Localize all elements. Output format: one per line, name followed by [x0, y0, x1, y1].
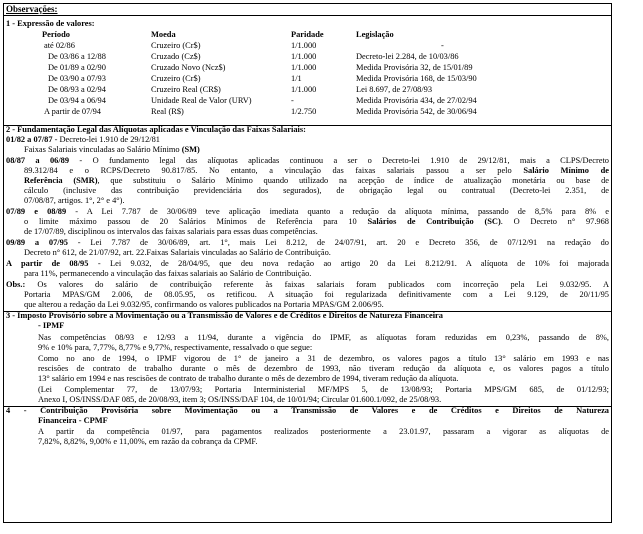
paragraph-01-82: 01/82 a 07/87 - Decreto-lei 1.910 de 29/12/81: [6, 135, 160, 144]
table-cell-legislacao: Medida Provisória 434, de 27/02/94: [356, 96, 477, 105]
paragraph-09-89-line2: Decreto n° 612, de 21/07/92, art. 22.Faixas Salariais vinculadas ao Salário de Contribuição.: [24, 248, 331, 257]
paragraph-01-82-line2: Faixas Salariais vinculadas ao Salário Mínimo (SM): [24, 145, 200, 154]
table-cell-legislacao: Lei 8.697, de 27/08/93: [356, 85, 433, 94]
obs-note: Obs.: Os valores do salário de contribuição referente às faixas salariais foram publicados com incorreção pela Lei 9.032/95. A: [6, 280, 609, 289]
table-cell-moeda: Cruzado Novo (Ncz$): [151, 63, 226, 72]
section3-line3: Como no ano de 1994, o IPMF vigorou de 1° de janeiro a 31 de dezembro, os valores pagos a título 13° salário em 1993 e nas: [38, 354, 609, 363]
table-cell-periodo: De 03/86 a 12/88: [48, 52, 106, 61]
table-cell-moeda: Cruzeiro (Cr$): [151, 41, 201, 50]
table-cell-paridade: 1/1.000: [291, 52, 317, 61]
observations-panel: [3, 3, 612, 523]
table-cell-periodo: De 03/90 a 07/93: [48, 74, 106, 83]
table-cell-paridade: 1/1: [291, 74, 302, 83]
paragraph-07-89: 07/89 e 08/89 - A Lei 7.787 de 30/06/89 teve aplicação imediata quanto a redução da alíquota mínima, passando de 8,5% para 8% e: [6, 207, 609, 216]
paragraph-08-87-line4: cálculo (inclusive das contribuição previdenciária dos segurados), de obrigação legal ou contratual (Decreto-lei 2.351, de: [24, 186, 609, 195]
table-cell-moeda: Cruzado (Cz$): [151, 52, 201, 61]
paragraph-08-95: A partir de 08/95 - Lei 9.032, de 28/04/95, que deu nova redação ao artigo 20 da Lei 8.212/91. A alíquota de 10% foi majorada: [6, 259, 609, 268]
section3-line4: rescisões de contrato de trabalho durante o mês de dezembro de 1993, não tiveram redução da alíquota e, os valores pagos a título: [38, 364, 609, 373]
table-cell-legislacao: Decreto-lei 2.284, de 10/03/86: [356, 52, 459, 61]
col-paridade: Paridade: [291, 30, 324, 39]
section4-line1: A partir da competência 01/97, para pagamentos realizados posteriormente a 23.01.97, passaram a vigorar as alíquotas de: [38, 427, 609, 436]
table-cell-moeda: Cruzeiro (Cr$): [151, 74, 201, 83]
section4-title-line2: Financeira - CPMF: [38, 416, 108, 425]
table-cell-legislacao: Medida Provisória 32, de 15/01/89: [356, 63, 473, 72]
table-cell-moeda: Cruzeiro Real (CR$): [151, 85, 221, 94]
table-cell-legislacao: Medida Provisória 168, de 15/03/90: [356, 74, 477, 83]
observations-header: Observações:: [4, 4, 611, 16]
table-cell-moeda: Unidade Real de Valor (URV): [151, 96, 252, 105]
table-cell-periodo: até 02/86: [44, 41, 75, 50]
col-periodo: Período: [42, 30, 70, 39]
section3-line2: 9% e 10% para, 7,77%, 8,77% e 9,77%, respectivamente, ressalvado o que segue:: [38, 343, 313, 352]
table-cell-paridade: 1/1.000: [291, 85, 317, 94]
section3-line7: Anexo I, OS/INSS/DAF 085, de 20/08/93, item 3; OS/INSS/DAF 104, de 10/01/94; Circular 01.600.1/092, de 25/08/93.: [38, 395, 442, 404]
paragraph-07-89-line2: o limite máximo passou de 20 Salários Mínimos de Referência para 10 Salários de Contribuição (SC). O Decreto n° 97.968: [24, 217, 609, 226]
section3-line1: Nas competências 08/93 e 12/93 a 11/94, durante a vigência do IPMF, as alíquotas foram reduzidas em 0,23%, passando de 8%,: [38, 333, 609, 342]
obs-note-line2: Portaria MPAS/GM 2.006, de 08.05.95, os retificou. A situação foi regularizada definitivamente com a Lei 9.129, de 20/11/95: [24, 290, 609, 299]
section3-title-line2: - IPMF: [38, 321, 65, 330]
table-cell-periodo: A partir de 07/94: [44, 107, 101, 116]
table-cell-paridade: 1/1.000: [291, 41, 317, 50]
paragraph-08-87: 08/87 a 06/89 - O fundamento legal das alíquotas aplicadas continuou a ser o Decreto-lei 1.910 de 29/12/81, mais a CLPS/Decreto: [6, 156, 609, 165]
col-moeda: Moeda: [151, 30, 176, 39]
table-cell-legislacao: -: [441, 41, 444, 50]
table-cell-moeda: Real (R$): [151, 107, 184, 116]
section2-title: 2 - Fundamentação Legal das Alíquotas aplicadas e Vinculação das Faixas Salariais:: [6, 125, 306, 134]
paragraph-07-89-line3: de 17/07/89, disciplinou os intervalos das faixas salariais para essas duas competências.: [24, 227, 318, 236]
paragraph-08-87-line3: Referência (SMR), que substituiu o Salário Mínimo quando utilizado na acepção de índice de atualização monetária ou base de: [24, 176, 609, 185]
paragraph-08-87-line2: 89.312/84 e o RCPS/Decreto 90.817/85. No entanto, a vinculação das faixas salariais passou a ser pelo Salário Mínimo de: [24, 166, 609, 175]
section3-title: 3 - Imposto Provisório sobre a Movimentação ou a Transmissão de Valores e de Créditos e Direitos de Natureza Financeira: [6, 311, 443, 320]
section3-line6: (Lei Complementar 77, de 13/07/93; Portaria Interministerial MF/MPS 5, de 13/08/93; Portaria MPS/GM 685, de 01/12/93;: [38, 385, 609, 394]
section3-line5: 13° salário em 1994 e nas rescisões de contrato de trabalho durante o mês de dezembro de 1994, tiveram redução da alíquota.: [38, 374, 459, 383]
table-cell-paridade: 1/2.750: [291, 107, 317, 116]
section4-title: 4 - Contribuição Provisória sobre Movimentação ou a Transmissão de Valores e de Créditos e Direitos de Natureza: [6, 406, 609, 415]
section1-title: 1 - Expressão de valores:: [6, 19, 95, 28]
paragraph-08-87-line5: 07/08/87, artigos. 1°, 2° e 4°).: [24, 196, 125, 205]
table-cell-periodo: De 08/93 a 02/94: [48, 85, 106, 94]
section4-line2: 7,82%, 8,82%, 9,00% e 11,00%, em razão da cobrança da CPMF.: [38, 437, 258, 446]
table-cell-paridade: 1/1.000: [291, 63, 317, 72]
table-cell-periodo: De 03/94 a 06/94: [48, 96, 106, 105]
paragraph-08-95-line2: para 11%, permanecendo a vinculação das faixas salariais ao Salário de Contribuição.: [24, 269, 312, 278]
paragraph-09-89: 09/89 a 07/95 - Lei 7.787 de 30/06/89, art. 1°, mais Lei 8.212, de 24/07/91, art. 20 e Decreto 356, de 07/12/91 na redação do: [6, 238, 609, 247]
col-legislacao: Legislação: [356, 30, 394, 39]
table-cell-legislacao: Medida Provisória 542, de 30/06/94: [356, 107, 477, 116]
table-cell-periodo: De 01/89 a 02/90: [48, 63, 106, 72]
obs-note-line3: que alterou a redação da Lei 9.032/95, confirmando os valores publicados na Portaria MPAS/GM 2.006/95.: [24, 300, 384, 309]
table-cell-paridade: -: [291, 96, 294, 105]
